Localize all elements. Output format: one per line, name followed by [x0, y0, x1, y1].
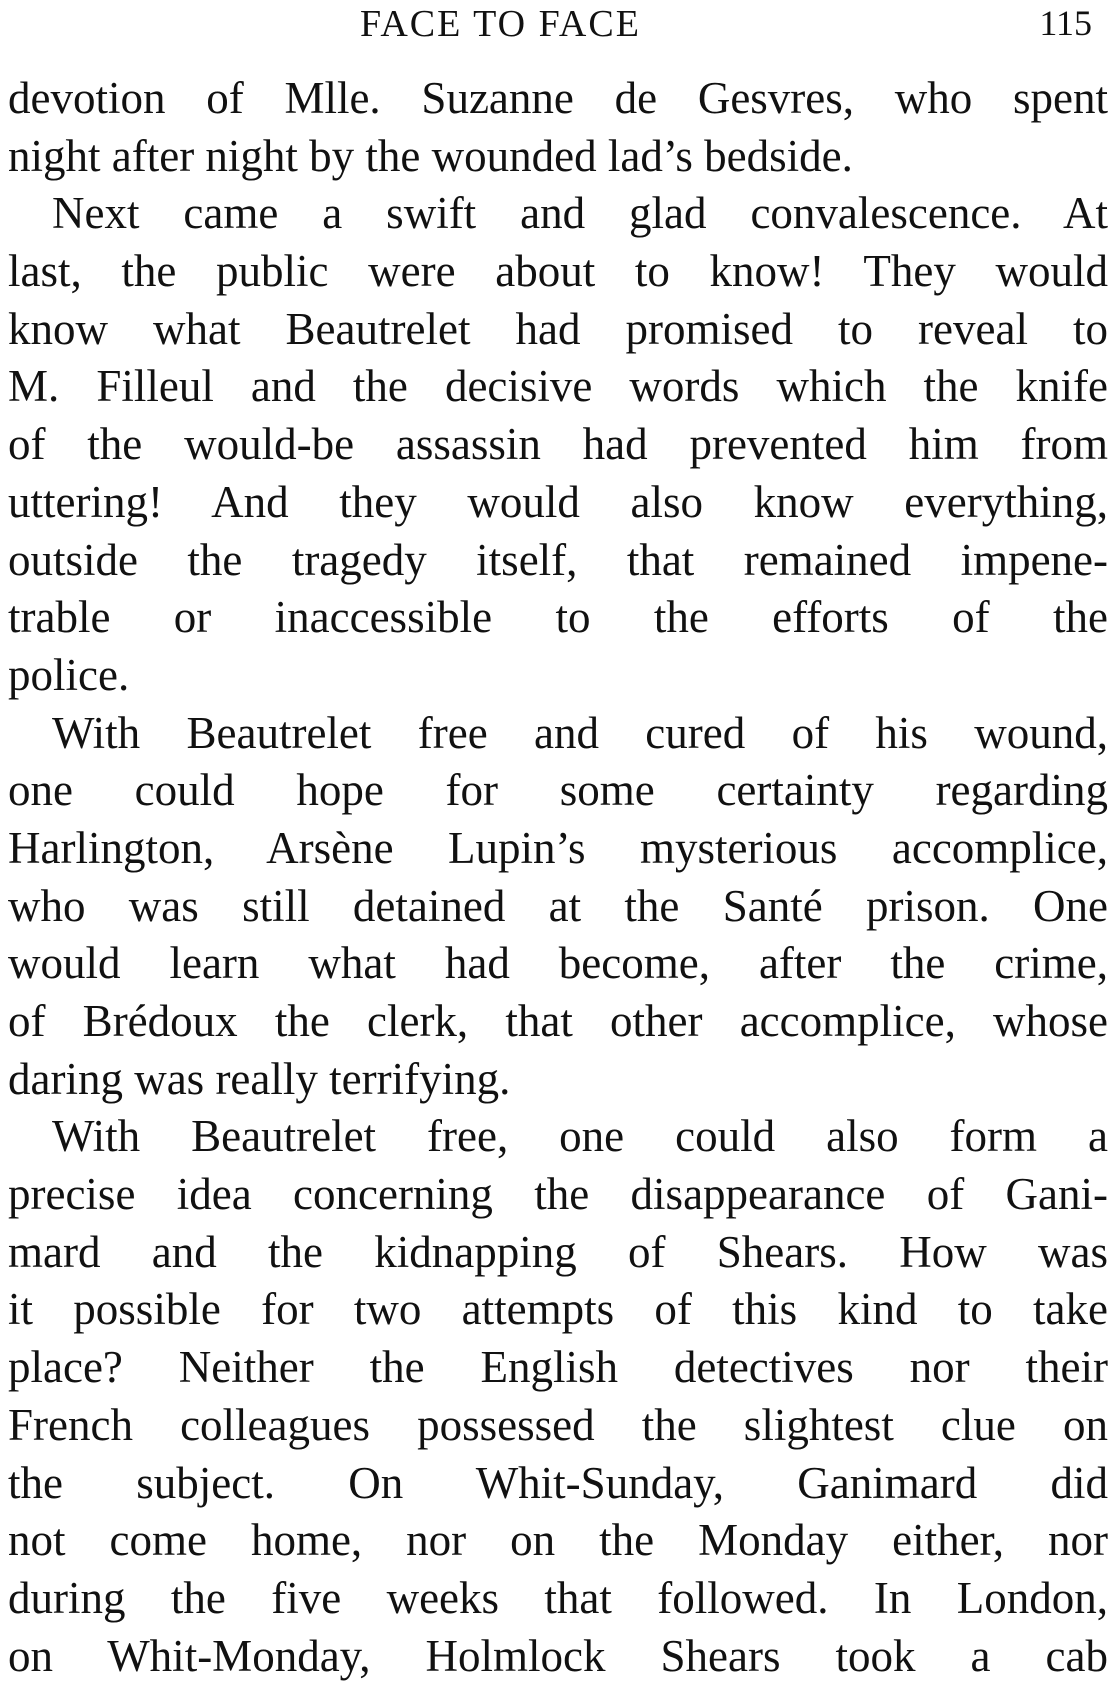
- text-line: one could hope for some certainty regarding: [8, 765, 1108, 816]
- text-line: daring was really terrifying.: [8, 1053, 511, 1104]
- text-line: place? Neither the English detectives nor their: [8, 1342, 1108, 1393]
- text-line: With Beautrelet free and cured of his wound,: [52, 707, 1108, 758]
- running-header: [0, 0, 1117, 60]
- text-line: trable or inaccessible to the efforts of the: [8, 592, 1108, 643]
- text-line: Harlington, Arsène Lupin’s mysterious accomplice,: [8, 822, 1108, 873]
- text-line: devotion of Mlle. Suzanne de Gesvres, who spent: [8, 73, 1108, 123]
- text-line: who was still detained at the Santé prison. One: [8, 880, 1108, 931]
- text-line: French colleagues possessed the slightest clue on: [8, 1399, 1108, 1450]
- text-line: With Beautrelet free, one could also form a: [52, 1111, 1108, 1162]
- body-text: [8, 70, 1108, 1685]
- page-number: 115: [1039, 3, 1092, 43]
- text-line: during the five weeks that followed. In London,: [8, 1572, 1108, 1623]
- text-line: of the would-be assassin had prevented him from: [8, 419, 1108, 470]
- text-line: know what Beautrelet had promised to reveal to: [8, 303, 1108, 354]
- text-line: outside the tragedy itself, that remained impene-: [8, 534, 1108, 585]
- text-line: the subject. On Whit-Sunday, Ganimard did: [8, 1457, 1108, 1508]
- text-line: police.: [8, 649, 130, 700]
- text-line: of Brédoux the clerk, that other accomplice, whose: [8, 996, 1108, 1046]
- text-line: Next came a swift and glad convalescence. At: [52, 188, 1108, 239]
- text-line: precise idea concerning the disappearance of Gani-: [8, 1169, 1108, 1220]
- text-line: it possible for two attempts of this kind to take: [8, 1284, 1108, 1335]
- text-line: M. Filleul and the decisive words which the knife: [8, 361, 1108, 412]
- text-line: mard and the kidnapping of Shears. How was: [8, 1226, 1108, 1277]
- text-line: uttering! And they would also know everything,: [8, 476, 1108, 527]
- text-line: night after night by the wounded lad’s bedside.: [8, 130, 853, 181]
- text-line: not come home, nor on the Monday either, nor: [8, 1515, 1108, 1566]
- running-title: FACE TO FACE: [360, 3, 641, 45]
- text-line: on Whit-Monday, Holmlock Shears took a cab: [8, 1630, 1108, 1681]
- text-line: last, the public were about to know! They would: [8, 246, 1108, 297]
- text-line: would learn what had become, after the crime,: [8, 938, 1108, 989]
